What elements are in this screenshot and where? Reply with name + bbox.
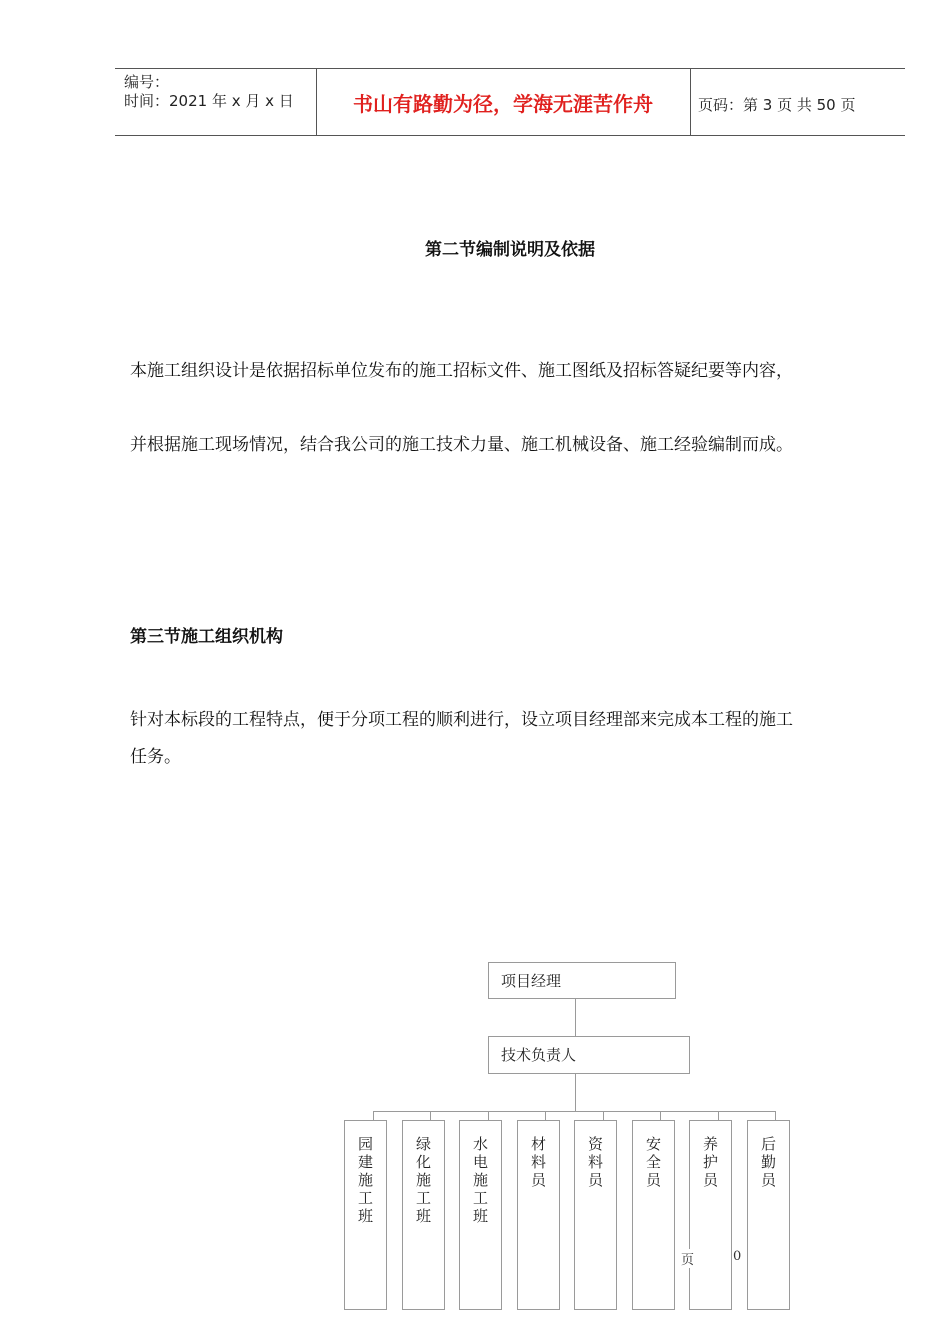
team-box-safety-officer [632,1120,675,1310]
connector-drop-3 [488,1111,489,1120]
connector-drop-5 [603,1111,604,1120]
header-bottom-rule [115,135,905,136]
team-box-logistics-officer [747,1120,790,1310]
team-label: 安全员 [645,1135,661,1189]
team-label: 后勤员 [760,1135,776,1189]
section2-paragraph-line-1: 本施工组织设计是依据招标单位发布的施工招标文件、施工图纸及招标答疑纪要等内容， [130,361,793,381]
header-time-label: 时间：2021 年 x 月 x 日 [124,92,294,110]
header-motto: 书山有路勤为径，学海无涯苦作舟 [353,92,653,116]
overlap-artifact-left: 页 [681,1249,694,1268]
org-box-project-manager [488,962,676,999]
connector-drop-2 [430,1111,431,1120]
team-box-materials-officer [517,1120,560,1310]
team-label: 资料员 [587,1135,603,1189]
team-box-landscape-construction [344,1120,387,1310]
team-label: 材料员 [530,1135,546,1189]
header-top-rule [115,68,905,69]
header-page-info: 页码：第 3 页 共 50 页 [698,96,856,114]
org-label-project-manager: 项目经理 [501,972,562,990]
team-label: 园建施工班 [357,1135,373,1225]
overlap-artifact-right: 0 [733,1249,742,1264]
org-label-technical-lead: 技术负责人 [501,1046,577,1064]
connector-drop-6 [660,1111,661,1120]
team-box-greening-construction [402,1120,445,1310]
connector-manager-to-tech [575,999,576,1036]
connector-drop-4 [545,1111,546,1120]
section2-title: 第二节编制说明及依据 [425,240,595,260]
section3-paragraph-line-2: 任务。 [130,747,181,767]
header-divider-right [690,68,691,136]
connector-tech-down [575,1074,576,1111]
section3-title: 第三节施工组织机构 [130,627,283,647]
header-code-label: 编号： [124,73,170,91]
connector-horizontal-bus [373,1111,776,1112]
team-label: 绿化施工班 [415,1135,431,1225]
connector-drop-7 [718,1111,719,1120]
connector-drop-8 [775,1111,776,1120]
team-box-maintenance-officer [689,1120,732,1310]
connector-drop-1 [373,1111,374,1120]
section2-paragraph-line-2: 并根据施工现场情况，结合我公司的施工技术力量、施工机械设备、施工经验编制而成。 [130,435,793,455]
team-box-plumbing-electrical [459,1120,502,1310]
section3-paragraph-line-1: 针对本标段的工程特点，便于分项工程的顺利进行，设立项目经理部来完成本工程的施工 [130,710,793,730]
org-box-technical-lead [488,1036,690,1074]
team-label: 养护员 [702,1135,718,1189]
team-box-documentation-officer [574,1120,617,1310]
team-label: 水电施工班 [472,1135,488,1225]
